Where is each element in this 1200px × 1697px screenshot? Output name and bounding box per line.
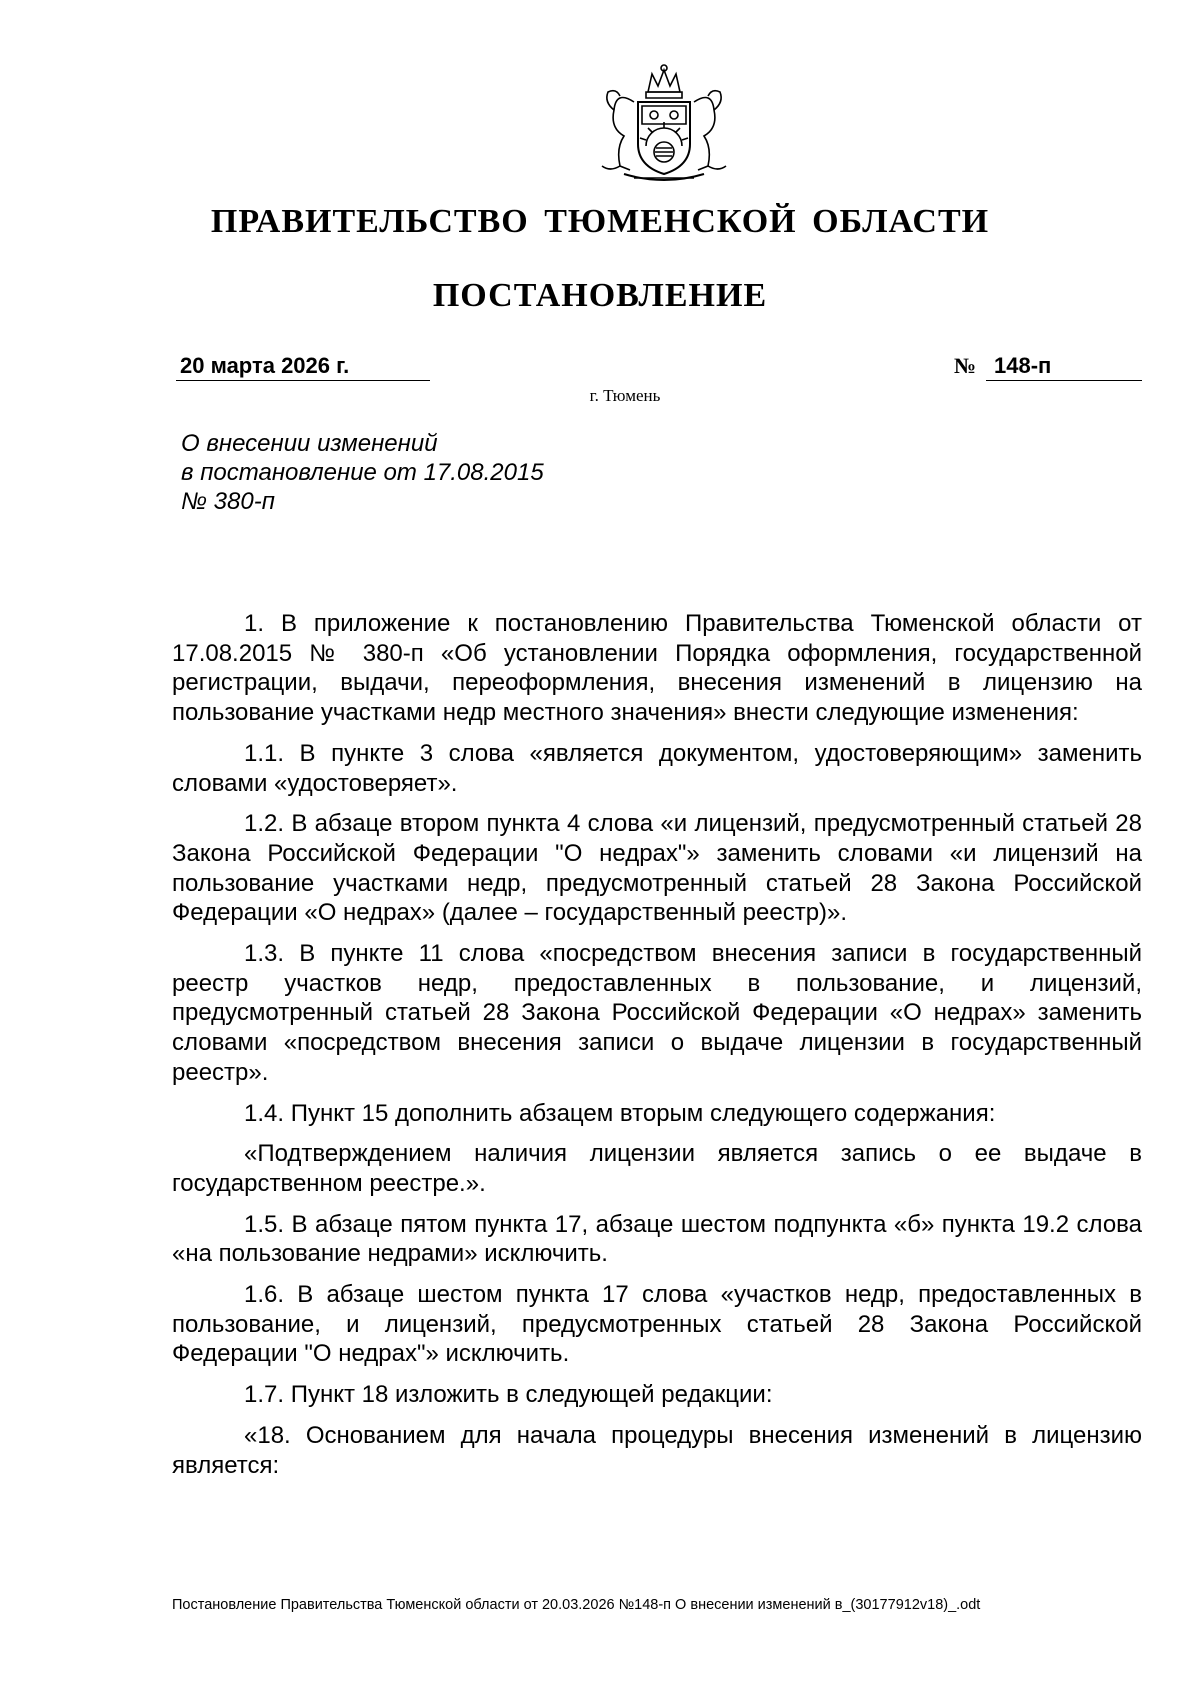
paragraph: 1.5. В абзаце пятом пункта 17, абзаце шестом подпункта «б» пункта 19.2 слова «на пользование недрами» исключить.: [172, 1210, 1142, 1268]
document-subject: [181, 429, 544, 516]
document-body: [172, 609, 1142, 1491]
paragraph: 1.1. В пункте 3 слова «является документом, удостоверяющим» заменить словами «удостоверяет».: [172, 739, 1142, 797]
coat-of-arms-icon: [564, 62, 764, 184]
paragraph: «18. Основанием для начала процедуры внесения изменений в лицензию является:: [172, 1421, 1142, 1479]
paragraph: 1.2. В абзаце втором пункта 4 слова «и лицензий, предусмотренный статьей 28 Закона Российской Федерации "О недрах"» заменить словами «и лицензий на пользование участками недр, предусмотренный статьей 28 Закона Российской Федерации «О недрах» (далее – государственный реестр)».: [172, 810, 1142, 927]
number-label: №: [954, 353, 977, 378]
document-type: ПОСТАНОВЛЕНИЕ: [432, 277, 768, 314]
subject-line: № 380-п: [181, 488, 275, 515]
paragraph: 1.7. Пункт 18 изложить в следующей редакции:: [244, 1381, 773, 1409]
subject-line: О внесении изменений: [181, 430, 438, 457]
page-footer: Постановление Правительства Тюменской области от 20.03.2026 №148-п О внесении изменений в_(30177912v18)_.odt: [172, 1597, 981, 1613]
paragraph: 1.4. Пункт 15 дополнить абзацем вторым следующего содержания:: [244, 1099, 996, 1127]
paragraph: 1.6. В абзаце шестом пункта 17 слова «участков недр, предоставленных в пользование, и лицензий, предусмотренных статьей 28 Закона Российской Федерации "О недрах"» исключить.: [172, 1281, 1142, 1368]
document-number: 148-п: [986, 352, 1142, 381]
city: г. Тюмень: [589, 386, 661, 405]
paragraph: 1.3. В пункте 11 слова «посредством внесения записи в государственный реестр участков недр, предоставленных в пользование, и лицензий, предусмотренный статьей 28 Закона Российской Федерации «О недрах» заменить словами «посредством внесения записи о выдаче лицензии в государственный реестр».: [172, 940, 1142, 1086]
document-date: 20 марта 2026 г.: [176, 352, 430, 381]
paragraph: 1. В приложение к постановлению Правительства Тюменской области от 17.08.2015 № 380-п «Об установлении Порядка оформления, государственной регистрации, выдачи, переоформления, внесения изменений в лицензию на пользование участками недр местного значения» внести следующие изменения:: [172, 610, 1142, 727]
subject-line: в постановление от 17.08.2015: [181, 459, 544, 486]
paragraph: «Подтверждением наличия лицензии является запись о ее выдаче в государственном реестре.».: [172, 1140, 1142, 1197]
organization-title: ПРАВИТЕЛЬСТВО ТЮМЕНСКОЙ ОБЛАСТИ: [210, 203, 990, 240]
